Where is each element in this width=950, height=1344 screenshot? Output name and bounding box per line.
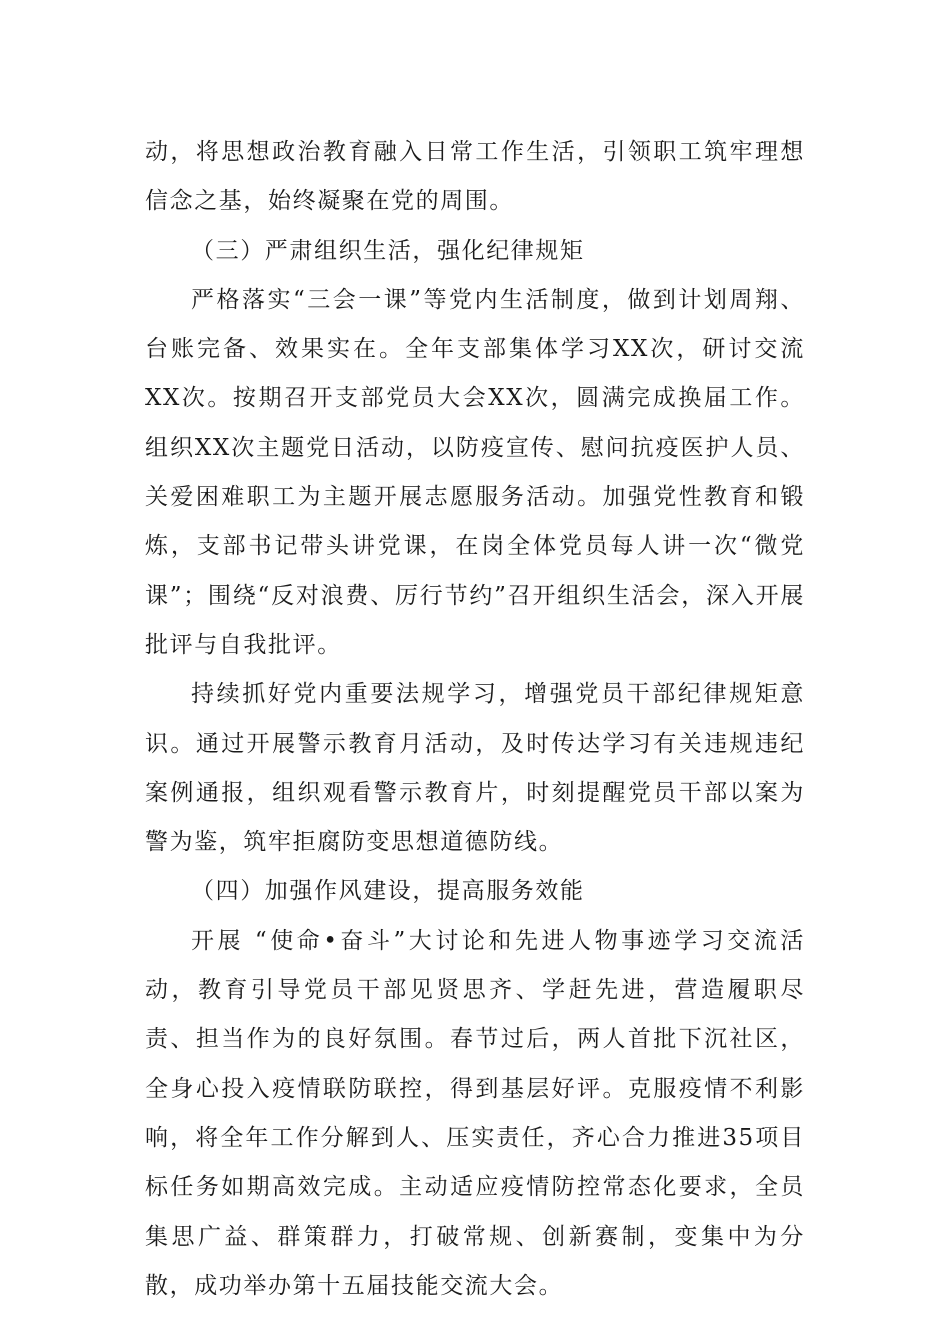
paragraph-discipline-study: 持续抓好党内重要法规学习，增强党员干部纪律规矩意识。通过开展警示教育月活动，及时传达学习有关违规违纪案例通报，组织观看警示教育片，时刻提醒党员干部以案为警为鉴，筑牢拒腐防变思想道德防线。 [145, 681, 805, 856]
document-body [145, 128, 805, 1311]
paragraph-continuation: 动，将思想政治教育融入日常工作生活，引领职工筑牢理想信念之基，始终凝聚在党的周围。 [145, 139, 805, 215]
paragraph-organization-life: 严格落实“三会一课”等党内生活制度，做到计划周翔、台账完备、效果实在。全年支部集体学习XX次，研讨交流XX次。按期召开支部党员大会XX次，圆满完成换届工作。组织XX次主题党日活动，以防疫宣传、慰问抗疫医护人员、关爱困难职工为主题开展志愿服务活动。加强党性教育和锻炼，支部书记带头讲党课，在岗全体党员每人讲一次“微党课”；围绕“反对浪费、厉行节约”召开组织生活会，深入开展批评与自我批评。 [145, 286, 805, 658]
paragraph-work-style: 开展 “使命•奋斗”大讨论和先进人物事迹学习交流活动，教育引导党员干部见贤思齐、学赶先进，营造履职尽责、担当作为的良好氛围。春节过后，两人首批下沉社区，全身心投入疫情联防联控，得到基层好评。克服疫情不利影响，将全年工作分解到人、压实责任，齐心合力推进35项目标任务如期高效完成。主动适应疫情防控常态化要求，全员集思广益、群策群力，打破常规、创新赛制，变集中为分散，成功举办第十五届技能交流大会。 [145, 927, 805, 1299]
section-heading-3: （三）严肃组织生活，强化纪律规矩 [191, 237, 585, 264]
section-heading-4: （四）加强作风建设，提高服务效能 [191, 878, 585, 905]
